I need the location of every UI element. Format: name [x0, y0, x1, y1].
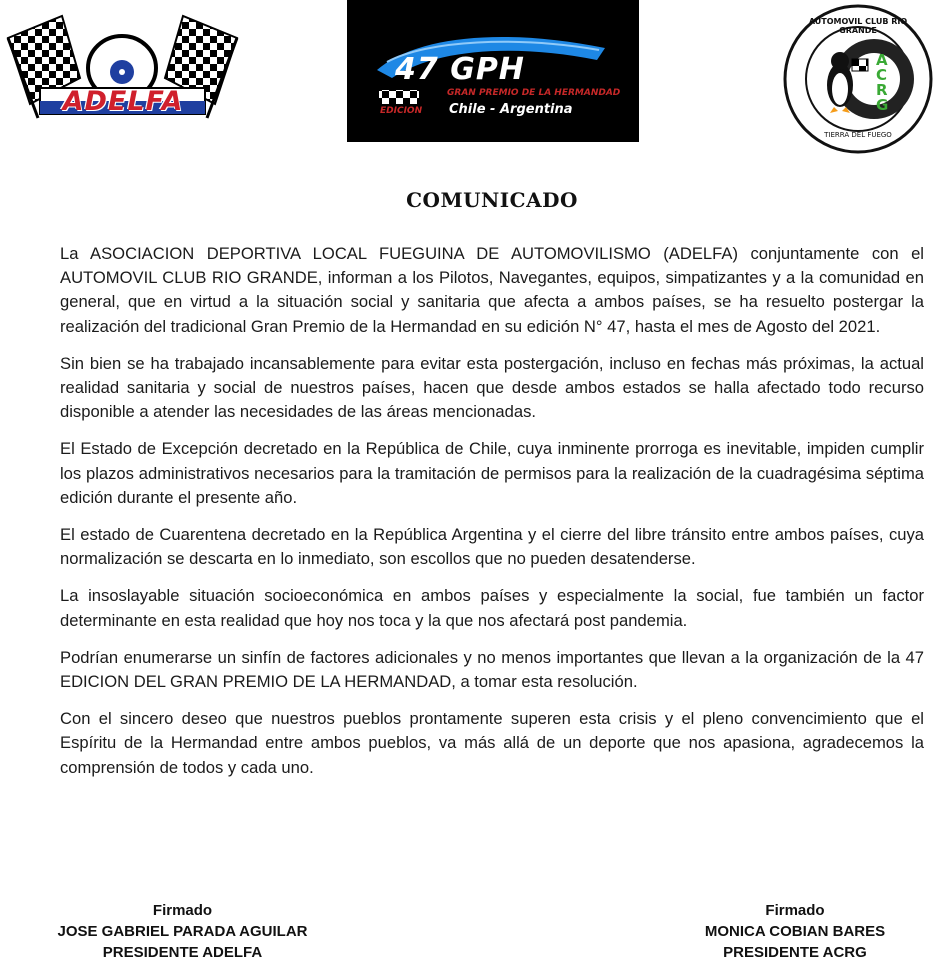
- signature-left: [55, 900, 310, 963]
- paragraph: El Estado de Excepción decretado en la República de Chile, cuya inminente prorroga es inevitable, impiden cumplir los plazos administrativos necesarios para la tramitación de permisos para la realización de la cuadragésima séptima edición durante el presente año.: [60, 439, 924, 507]
- document-title: COMUNICADO: [406, 188, 578, 212]
- signature-right: [690, 900, 900, 963]
- signature-name: JOSE GABRIEL PARADA AGUILAR: [57, 923, 308, 940]
- gph-countries: Chile - Argentina: [449, 102, 573, 117]
- document-body: [60, 242, 924, 793]
- acrg-bottom-text: TIERRA DEL FUEGO: [824, 131, 892, 139]
- paragraph: Podrían enumerarse un sinfín de factores adicionales y no menos importantes que llevan a la organización de la 47 EDICION DEL GRAN PREMIO DE LA HERMANDAD, a tomar esta resolución.: [60, 647, 924, 692]
- document-title-wrap: [0, 188, 934, 212]
- header: [0, 0, 934, 160]
- acrg-logo: [782, 3, 934, 155]
- signature-label: Firmado: [765, 902, 825, 919]
- adelfa-logo: [0, 8, 245, 120]
- signature-name: MONICA COBIAN BARES: [704, 923, 886, 940]
- acrg-letters: ACRG: [876, 51, 889, 114]
- gph-subtitle: GRAN PREMIO DE LA HERMANDAD: [447, 88, 621, 98]
- acrg-ring-text: AUTOMOVIL CLUB RIO GRANDE: [808, 17, 908, 35]
- signature-label: Firmado: [152, 902, 213, 919]
- gph-edition: EDICION: [380, 106, 423, 116]
- signature-role: PRESIDENTE ACRG: [723, 944, 867, 961]
- paragraph: El estado de Cuarentena decretado en la República Argentina y el cierre del libre tránsito entre ambos países, cuya normalización se descarta en lo inmediato, son escollos que no pueden desatenderse.: [60, 525, 924, 569]
- signature-role: PRESIDENTE ADELFA: [102, 944, 263, 961]
- adelfa-wordmark: ADELFA: [62, 86, 184, 117]
- paragraph: La insoslayable situación socioeconómica en ambos países y especialmente la social, fue también un factor determinante en esta realidad que hoy nos toca y la que nos afectará post pandemia.: [60, 586, 924, 630]
- paragraph: Con el sincero deseo que nuestros pueblos prontamente superen esta crisis y el pleno convencimiento que el Espíritu de la Hermandad entre ambos pueblos, va más allá de un deporte que nos apasiona, agradecemos la comprensión de todos y cada uno.: [60, 709, 924, 777]
- paragraph: La ASOCIACION DEPORTIVA LOCAL FUEGUINA DE AUTOMOVILISMO (ADELFA) conjuntamente con el AUTOMOVIL CLUB RIO GRANDE, informan a los Pilotos, Navegantes, equipos, simpatizantes y a la comunidad en general, que en virtud a la situación social y sanitaria que afecta a ambos países, se ha resuelto postergar la realización del tradicional Gran Premio de la Hermandad en su edición N° 47, hasta el mes de Agosto del 2021.: [60, 244, 924, 336]
- gph-number: 47 GPH: [395, 52, 525, 87]
- paragraph: Sin bien se ha trabajado incansablemente para evitar esta postergación, incluso en fechas más próximas, la actual realidad sanitaria y social de nuestros países, hacen que desde ambos estados se halla afectado todo recurso disponible a atender las necesidades de las áreas mencionadas.: [60, 353, 924, 422]
- gph-logo: [347, 0, 639, 142]
